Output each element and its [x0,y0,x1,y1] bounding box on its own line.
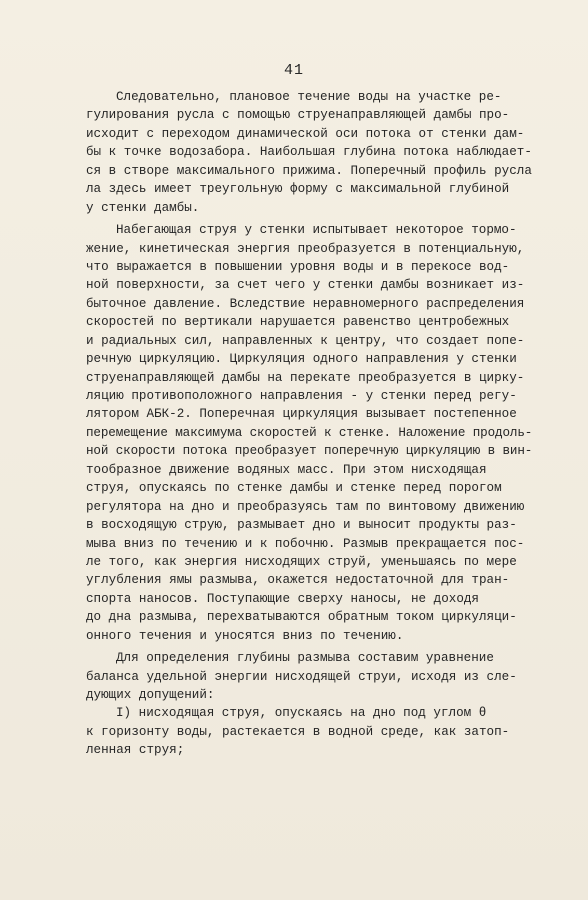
text-line: ле того, как энергия нисходящих струй, уменьшаясь по мере [86,554,517,569]
text-line: к горизонту воды, растекается в водной среде, как затоп- [86,724,510,739]
text-line: и радиальных сил, направленных к центру, что создает попе- [86,333,525,348]
text-line: жение, кинетическая энергия преобразуется в потенциальную, [86,241,525,256]
page-body-text [86,88,532,760]
text-line: что выражается в повышении уровня воды и в перекосе вод- [86,259,510,274]
text-line: бы к точке водозабора. Наибольшая глубина потока наблюдает- [86,145,532,160]
text-line: баланса удельной энергии нисходящей струи, исходя из сле- [86,669,517,684]
text-line: в восходящую струю, размывает дно и выносит продукты раз- [86,518,517,533]
text-line: Набегающая струя у стенки испытывает некоторое тормо- [116,223,517,238]
text-line: ной поверхности, за счет чего у стенки дамбы возникает из- [86,278,525,293]
text-line: I) нисходящая струя, опускаясь на дно под углом θ [116,706,487,721]
text-line: до дна размыва, перехватываются обратным током циркуляци- [86,610,517,625]
text-line: онного течения и уносятся вниз по течению. [86,628,404,643]
text-line: ляцию противоположного направления - у стенки перед регу- [86,389,517,403]
text-line: ной скорости потока преобразует поперечную циркуляцию в вин- [86,444,533,459]
text-line: мыва вниз по течению и к побочню. Размыв прекращается пос- [86,536,525,551]
text-line: ла здесь имеет треугольную форму с максимальной глубиной [86,182,510,197]
page-number: 41 [283,62,304,79]
text-line: ленная струя; [86,743,185,758]
text-line: струя, опускаясь по стенке дамбы и стенке перед порогом [86,481,502,496]
text-line: регулятора на дно и преобразуясь там по винтовому движению [86,499,525,514]
text-line: спорта наносов. Поступающие сверху наносы, не доходя [86,591,479,606]
text-line: струенаправляющей дамбы на перекате преобразуется в цирку- [86,370,525,385]
text-line: Следовательно, плановое течение воды на участке ре- [116,90,502,104]
text-line: перемещение максимума скоростей к стенке. Наложение продоль- [86,425,533,440]
text-line: углубления ямы размыва, окажется недостаточной для тран- [86,573,510,588]
text-line: у стенки дамбы. [86,200,200,215]
text-line: лятором АБК-2. Поперечная циркуляция вызывает постепенное [86,407,517,422]
text-line: дующих допущений: [86,688,215,702]
text-line: ся в створе максимального прижима. Поперечный профиль русла [86,163,532,178]
text-line: исходит с переходом динамической оси потока от стенки дам- [86,126,525,141]
text-line: гулирования русла с помощью струенаправляющей дамбы про- [86,108,510,123]
text-line: тообразное движение водяных масс. При этом нисходящая [86,462,487,477]
text-line: Для определения глубины размыва составим уравнение [116,651,494,666]
text-line: скоростей по вертикали нарушается равенство центробежных [86,315,510,330]
text-line: речную циркуляцию. Циркуляция одного направления у стенки [86,352,517,367]
text-line: быточное давление. Вследствие неравномерного распределения [86,296,525,311]
